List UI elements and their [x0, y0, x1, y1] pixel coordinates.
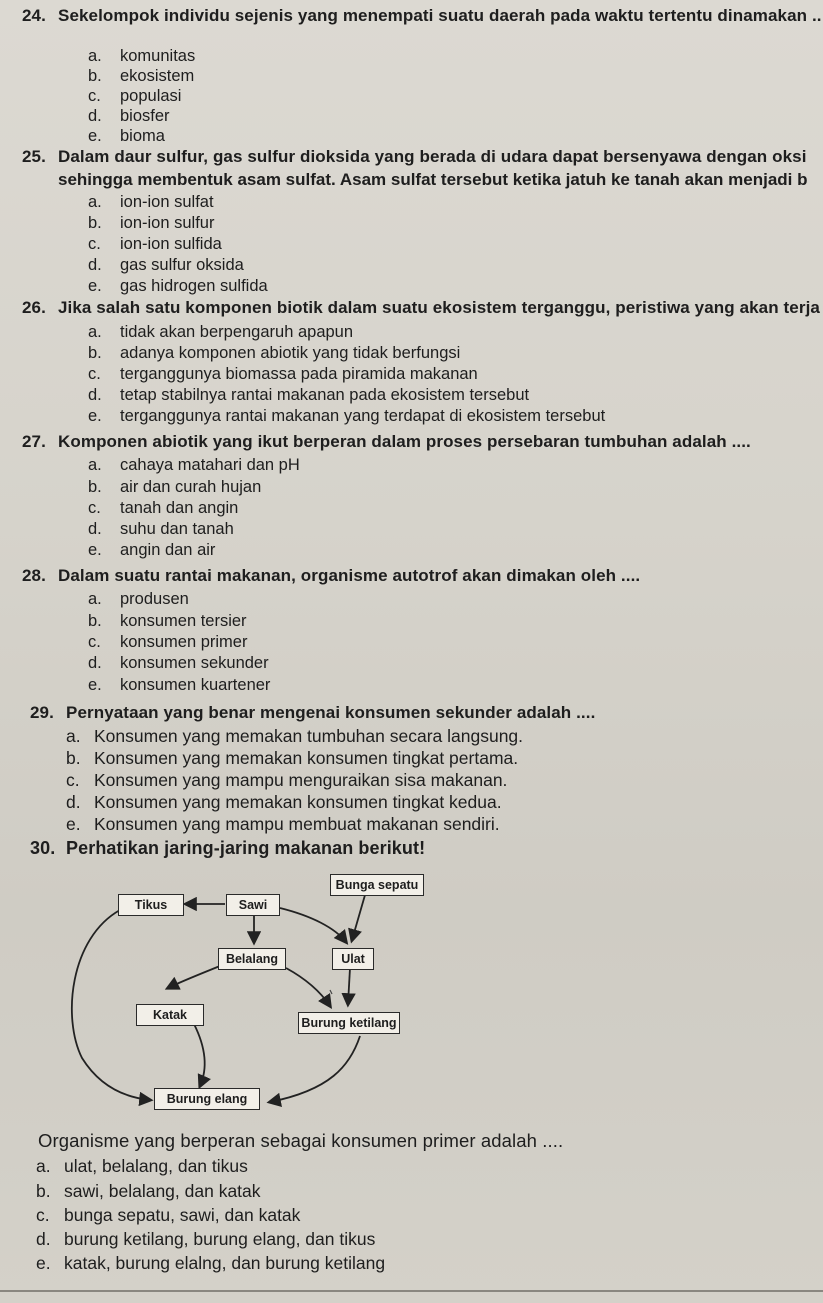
option-24a: a. komunitas	[88, 47, 196, 65]
option-29b: b. Konsumen yang memakan konsumen tingkat pertama.	[66, 748, 519, 768]
question-29: 29. Pernyataan yang benar mengenai konsumen sekunder adalah ....	[30, 703, 596, 722]
option-30e: e. katak, burung elalng, dan burung ketilang	[36, 1253, 386, 1273]
option-29a: a. Konsumen yang memakan tumbuhan secara langsung.	[66, 726, 524, 746]
option-27d: d. suhu dan tanah	[88, 520, 234, 538]
option-24d: d. biosfer	[88, 107, 170, 125]
node-burung-ketilang: Burung ketilang	[298, 1012, 400, 1034]
option-25b: b. ion-ion sulfur	[88, 214, 215, 232]
node-katak: Katak	[136, 1004, 204, 1026]
option-25d: d. gas sulfur oksida	[88, 256, 244, 274]
arrow-sawi-ulat	[280, 908, 346, 942]
node-tikus: Tikus	[118, 894, 184, 916]
arrow-ketilang-elang	[270, 1036, 360, 1102]
arrow-katak-elang	[194, 1024, 205, 1086]
option-25a: a. ion-ion sulfat	[88, 193, 214, 211]
option-30b: b. sawi, belalang, dan katak	[36, 1181, 261, 1201]
option-25e: e. gas hidrogen sulfida	[88, 277, 268, 295]
option-29c: c. Konsumen yang mampu menguraikan sisa makanan.	[66, 770, 508, 790]
option-30a: a. ulat, belalang, dan tikus	[36, 1156, 248, 1176]
node-ulat: Ulat	[332, 948, 374, 970]
option-28a: a. produsen	[88, 590, 189, 608]
option-25c: c. ion-ion sulfida	[88, 235, 222, 253]
option-29e: e. Konsumen yang mampu membuat makanan sendiri.	[66, 814, 500, 834]
option-24b: b. ekosistem	[88, 67, 195, 85]
node-burung-elang: Burung elang	[154, 1088, 260, 1110]
option-27c: c. tanah dan angin	[88, 499, 239, 517]
question-27: 27. Komponen abiotik yang ikut berperan dalam proses persebaran tumbuhan adalah ....	[22, 432, 751, 451]
node-sawi: Sawi	[226, 894, 280, 916]
question-text: Sekelompok individu sejenis yang menempati suatu daerah pada waktu tertentu dinamakan ..	[58, 6, 822, 25]
option-27b: b. air dan curah hujan	[88, 478, 262, 496]
option-26a: a. tidak akan berpengaruh apapun	[88, 323, 354, 341]
option-26d: d. tetap stabilnya rantai makanan pada ekosistem tersebut	[88, 386, 530, 404]
option-28d: d. konsumen sekunder	[88, 654, 269, 672]
option-26c: c. terganggunya biomassa pada piramida makanan	[88, 365, 478, 383]
option-26b: b. adanya komponen abiotik yang tidak berfungsi	[88, 344, 461, 362]
question-30: 30. Perhatikan jaring-jaring makanan berikut!	[30, 838, 426, 858]
option-26e: e. terganggunya rantai makanan yang terdapat di ekosistem tersebut	[88, 407, 606, 425]
option-27a: a. cahaya matahari dan pH	[88, 456, 300, 474]
node-bunga-sepatu: Bunga sepatu	[330, 874, 424, 896]
question-28: 28. Dalam suatu rantai makanan, organisme autotrof akan dimakan oleh ....	[22, 566, 641, 585]
option-24c: c. populasi	[88, 87, 182, 105]
question-30-prompt: Organisme yang berperan sebagai konsumen primer adalah ....	[38, 1130, 564, 1151]
page-bottom-rule	[0, 1290, 823, 1292]
option-24e: e. bioma	[88, 127, 165, 145]
option-28c: c. konsumen primer	[88, 633, 248, 651]
option-27e: e. angin dan air	[88, 541, 216, 559]
question-25: 25. Dalam daur sulfur, gas sulfur dioksida yang berada di udara dapat bersenyawa dengan oksi	[22, 147, 807, 166]
food-web-diagram	[60, 868, 440, 1124]
question-25-line2: sehingga membentuk asam sulfat. Asam sulfat tersebut ketika jatuh ke tanah akan menjadi b	[58, 170, 808, 189]
arrow-ulat-ketilang	[348, 968, 350, 1004]
arrow-bunga-ulat	[352, 895, 365, 940]
question-24: 24. Sekelompok individu sejenis yang menempati suatu daerah pada waktu tertentu dinamakan ..	[22, 6, 822, 25]
node-belalang: Belalang	[218, 948, 286, 970]
option-29d: d. Konsumen yang memakan konsumen tingkat kedua.	[66, 792, 502, 812]
option-30d: d. burung ketilang, burung elang, dan tikus	[36, 1229, 376, 1249]
option-28e: e. konsumen kuartener	[88, 676, 271, 694]
option-30c: c. bunga sepatu, sawi, dan katak	[36, 1205, 301, 1225]
arrow-belalang-katak	[168, 966, 220, 988]
arrow-belalang-ketilang	[286, 968, 330, 1006]
question-26: 26. Jika salah satu komponen biotik dalam suatu ekosistem terganggu, peristiwa yang akan terja	[22, 298, 820, 317]
option-28b: b. konsumen tersier	[88, 612, 247, 630]
